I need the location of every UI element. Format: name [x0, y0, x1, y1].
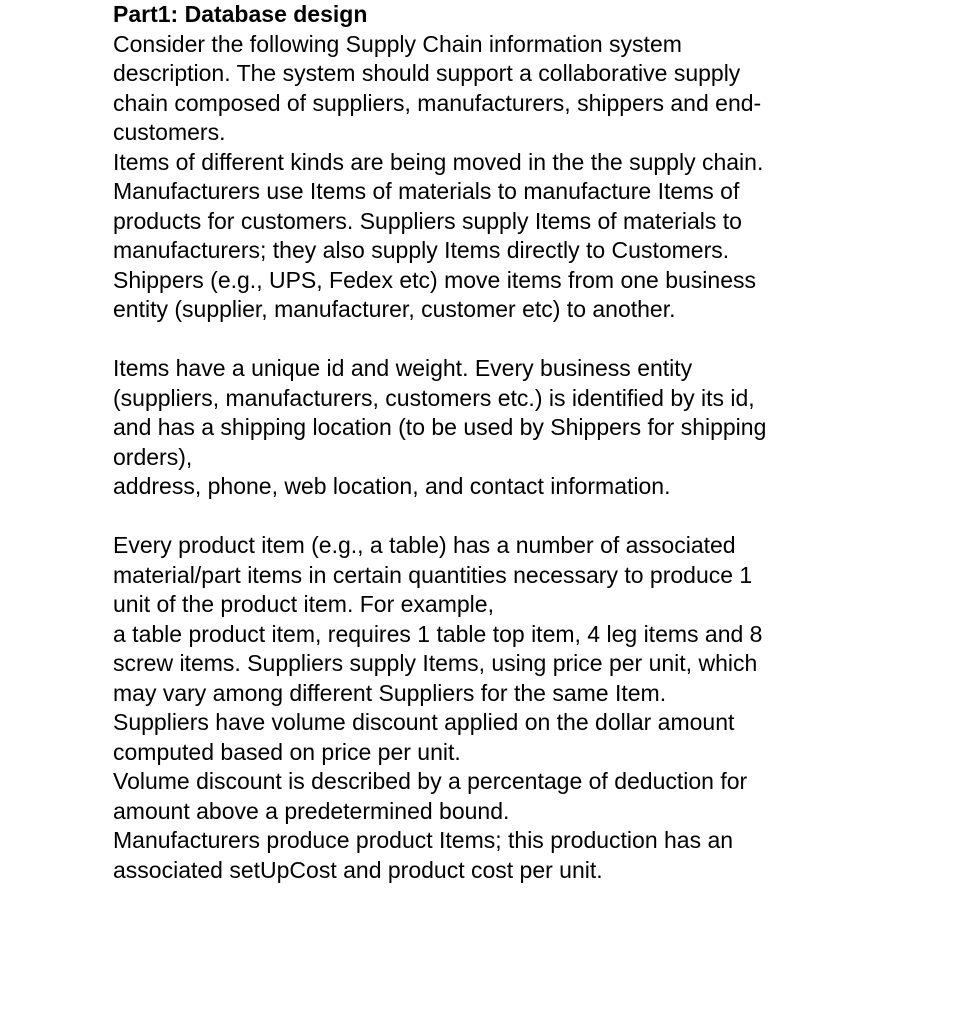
text-line: Volume discount is described by a percentage of deduction for: [113, 768, 748, 794]
blank-line: [113, 325, 933, 355]
text-line: Manufacturers use Items of materials to manufacture Items of: [113, 178, 740, 204]
text-line: orders),: [113, 443, 193, 470]
text-line: entity (supplier, manufacturer, customer etc) to another.: [113, 296, 676, 322]
text-line: Items of different kinds are being moved in the the supply chain.: [113, 148, 764, 175]
text-line: address, phone, web location, and contact information.: [113, 473, 671, 499]
text-line: products for customers. Suppliers supply Items of materials to: [113, 207, 742, 234]
text-line: computed based on price per unit.: [113, 738, 461, 765]
text-line: amount above a predetermined bound.: [113, 797, 510, 824]
text-line: customers.: [113, 119, 226, 145]
text-line: may vary among different Suppliers for the same Item.: [113, 679, 667, 706]
text-line: Shippers (e.g., UPS, Fedex etc) move items from one business: [113, 266, 756, 293]
text-line: chain composed of suppliers, manufacturers, shippers and end-: [113, 89, 762, 116]
text-line: and has a shipping location (to be used by Shippers for shipping: [113, 414, 767, 440]
document-body: [113, 0, 933, 885]
section-heading: Part1: Database design: [113, 1, 368, 27]
text-line: manufacturers; they also supply Items directly to Customers.: [113, 237, 730, 263]
text-line: unit of the product item. For example,: [113, 591, 494, 617]
text-line: Items have a unique id and weight. Every business entity: [113, 355, 693, 381]
text-line: associated setUpCost and product cost per unit.: [113, 856, 603, 883]
text-line: a table product item, requires 1 table top item, 4 leg items and 8: [113, 620, 763, 647]
text-line: Suppliers have volume discount applied on the dollar amount: [113, 709, 735, 735]
text-line: Manufacturers produce product Items; this production has an: [113, 827, 734, 853]
text-line: Consider the following Supply Chain information system: [113, 30, 682, 57]
text-line: material/part items in certain quantities necessary to produce 1: [113, 561, 753, 588]
blank-line: [113, 502, 933, 532]
text-line: description. The system should support a collaborative supply: [113, 60, 741, 86]
text-line: screw items. Suppliers supply Items, using price per unit, which: [113, 650, 758, 676]
text-line: Every product item (e.g., a table) has a number of associated: [113, 532, 736, 558]
text-line: (suppliers, manufacturers, customers etc.) is identified by its id,: [113, 384, 755, 411]
